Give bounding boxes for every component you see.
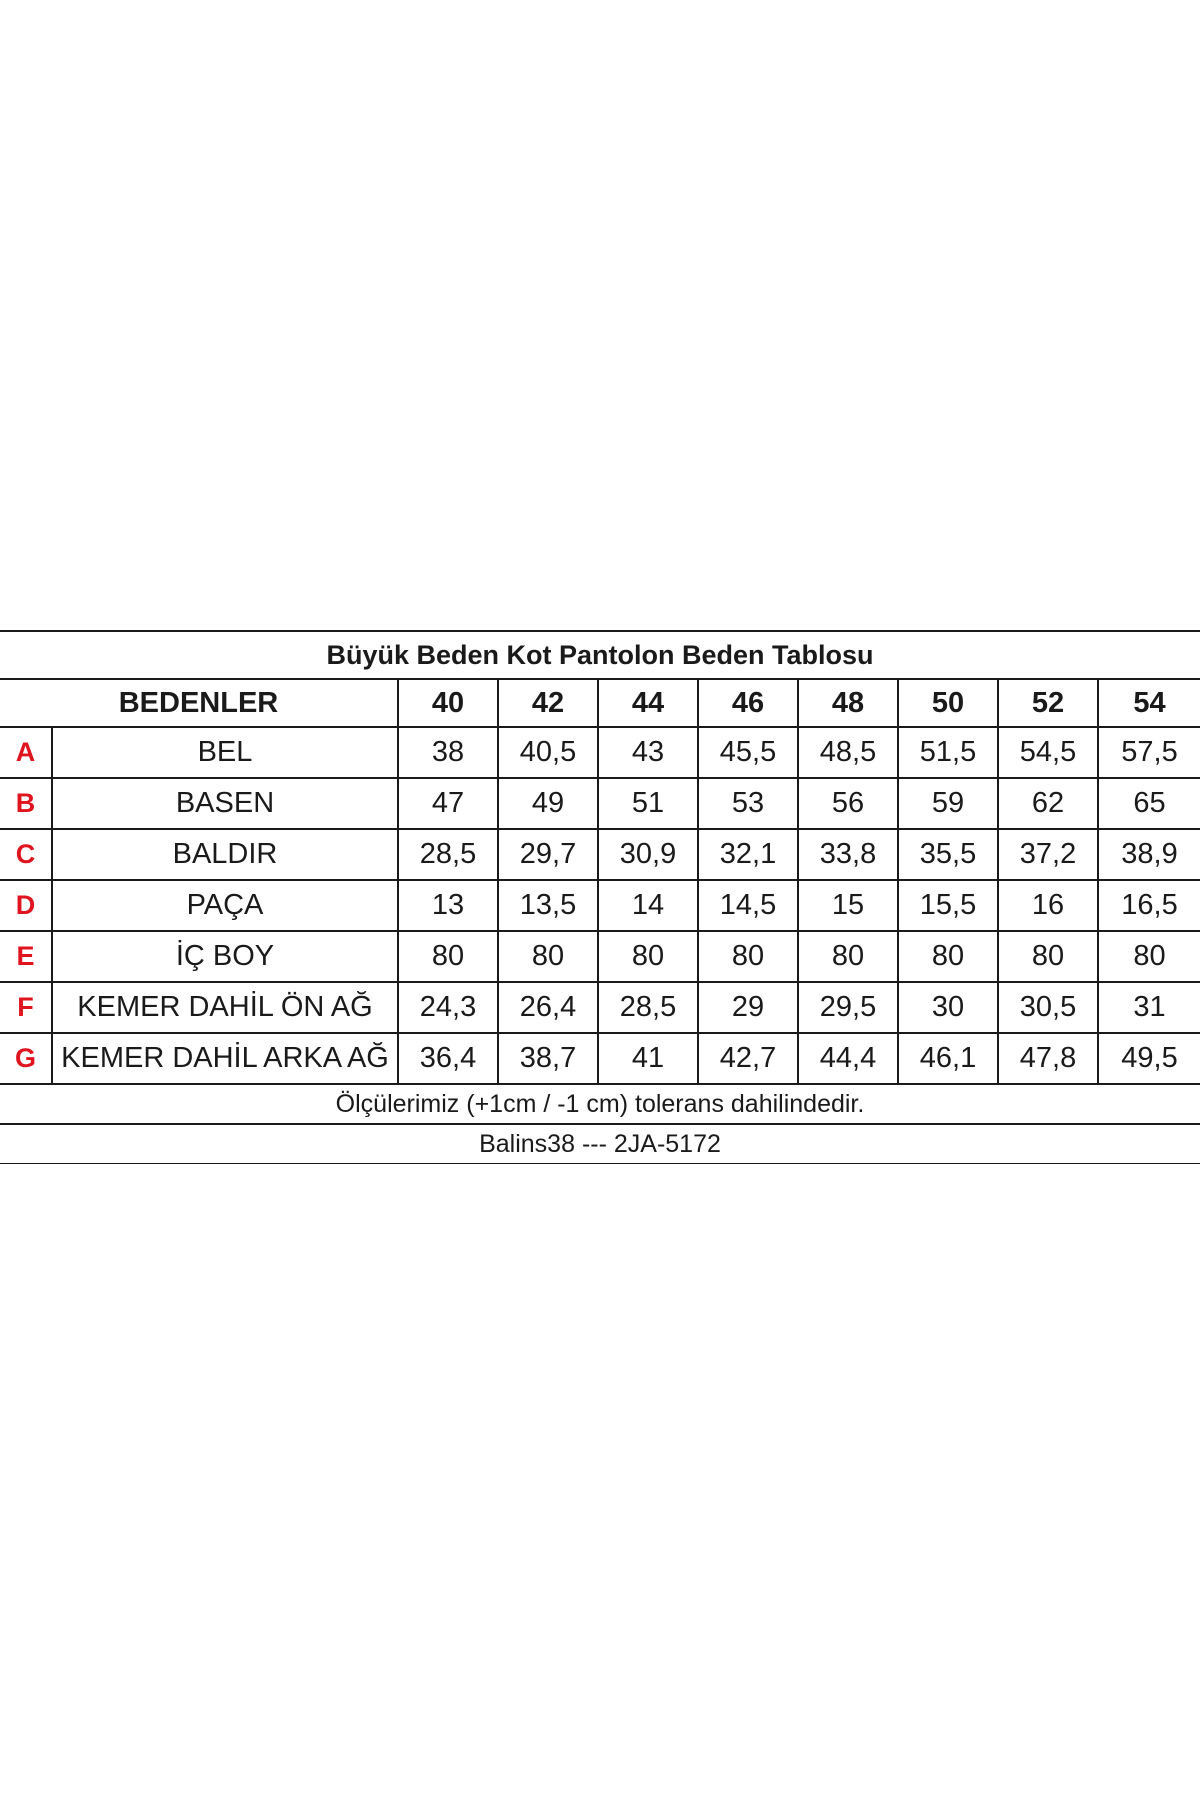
measurement-value: 51 (598, 778, 698, 829)
measurement-value: 29,7 (498, 829, 598, 880)
measurement-value: 38,7 (498, 1033, 598, 1084)
size-header-cell: 46 (698, 679, 798, 727)
measurement-value: 62 (998, 778, 1098, 829)
measurement-value: 31 (1098, 982, 1200, 1033)
size-header-cell: 40 (398, 679, 498, 727)
measurement-value: 13 (398, 880, 498, 931)
measurement-value: 45,5 (698, 727, 798, 778)
measurement-value: 28,5 (598, 982, 698, 1033)
measurement-value: 24,3 (398, 982, 498, 1033)
table-row (0, 982, 1200, 1033)
measurement-value: 13,5 (498, 880, 598, 931)
measurement-name: İÇ BOY (52, 931, 398, 982)
measurement-value: 80 (898, 931, 998, 982)
row-letter: F (0, 982, 52, 1033)
title-row (0, 631, 1200, 679)
measurement-name: BEL (52, 727, 398, 778)
measurement-value: 65 (1098, 778, 1200, 829)
measurement-value: 54,5 (998, 727, 1098, 778)
measurement-value: 48,5 (798, 727, 898, 778)
measurement-value: 30,5 (998, 982, 1098, 1033)
measurement-value: 40,5 (498, 727, 598, 778)
measurement-value: 44,4 (798, 1033, 898, 1084)
table-row (0, 778, 1200, 829)
size-header-cell: 50 (898, 679, 998, 727)
measurement-value: 41 (598, 1033, 698, 1084)
measurement-value: 29 (698, 982, 798, 1033)
table-row (0, 931, 1200, 982)
measurement-value: 56 (798, 778, 898, 829)
measurement-value: 49 (498, 778, 598, 829)
measurement-value: 42,7 (698, 1033, 798, 1084)
measurement-value: 46,1 (898, 1033, 998, 1084)
measurement-value: 49,5 (1098, 1033, 1200, 1084)
measurement-value: 47,8 (998, 1033, 1098, 1084)
measurement-value: 51,5 (898, 727, 998, 778)
row-letter: D (0, 880, 52, 931)
size-header-cell: 44 (598, 679, 698, 727)
measurement-value: 59 (898, 778, 998, 829)
table-row (0, 1033, 1200, 1084)
measurement-value: 29,5 (798, 982, 898, 1033)
measurement-value: 15,5 (898, 880, 998, 931)
note-row (0, 1084, 1200, 1124)
header-row (0, 679, 1200, 727)
measurement-name: KEMER DAHİL ARKA AĞ (52, 1033, 398, 1084)
measurement-value: 80 (998, 931, 1098, 982)
measurement-value: 16 (998, 880, 1098, 931)
measurement-value: 26,4 (498, 982, 598, 1033)
tolerance-note: Ölçülerimiz (+1cm / -1 cm) tolerans dahilindedir. (0, 1084, 1200, 1124)
measurement-value: 15 (798, 880, 898, 931)
row-letter: B (0, 778, 52, 829)
measurement-name: BASEN (52, 778, 398, 829)
measurement-value: 80 (1098, 931, 1200, 982)
row-letter: E (0, 931, 52, 982)
sizes-header-label: BEDENLER (0, 679, 398, 727)
row-letter: A (0, 727, 52, 778)
product-code: Balins38 --- 2JA-5172 (0, 1124, 1200, 1164)
table-row (0, 727, 1200, 778)
measurement-name: PAÇA (52, 880, 398, 931)
size-chart-table (0, 630, 1200, 1164)
measurement-value: 80 (698, 931, 798, 982)
size-header-cell: 54 (1098, 679, 1200, 727)
measurement-value: 53 (698, 778, 798, 829)
size-header-cell: 42 (498, 679, 598, 727)
measurement-value: 38,9 (1098, 829, 1200, 880)
code-row (0, 1124, 1200, 1164)
measurement-rows (0, 727, 1200, 1084)
measurement-value: 38 (398, 727, 498, 778)
measurement-value: 30 (898, 982, 998, 1033)
table-row (0, 829, 1200, 880)
measurement-value: 80 (598, 931, 698, 982)
measurement-name: KEMER DAHİL ÖN AĞ (52, 982, 398, 1033)
table-title: Büyük Beden Kot Pantolon Beden Tablosu (0, 631, 1200, 679)
measurement-value: 80 (498, 931, 598, 982)
measurement-value: 16,5 (1098, 880, 1200, 931)
measurement-value: 14,5 (698, 880, 798, 931)
size-header-cell: 52 (998, 679, 1098, 727)
measurement-value: 28,5 (398, 829, 498, 880)
measurement-value: 57,5 (1098, 727, 1200, 778)
measurement-name: BALDIR (52, 829, 398, 880)
measurement-value: 80 (798, 931, 898, 982)
table-row (0, 880, 1200, 931)
measurement-value: 80 (398, 931, 498, 982)
measurement-value: 43 (598, 727, 698, 778)
row-letter: G (0, 1033, 52, 1084)
measurement-value: 14 (598, 880, 698, 931)
measurement-value: 36,4 (398, 1033, 498, 1084)
measurement-value: 37,2 (998, 829, 1098, 880)
measurement-value: 30,9 (598, 829, 698, 880)
measurement-value: 47 (398, 778, 498, 829)
measurement-value: 35,5 (898, 829, 998, 880)
size-header-cell: 48 (798, 679, 898, 727)
measurement-value: 32,1 (698, 829, 798, 880)
row-letter: C (0, 829, 52, 880)
measurement-value: 33,8 (798, 829, 898, 880)
